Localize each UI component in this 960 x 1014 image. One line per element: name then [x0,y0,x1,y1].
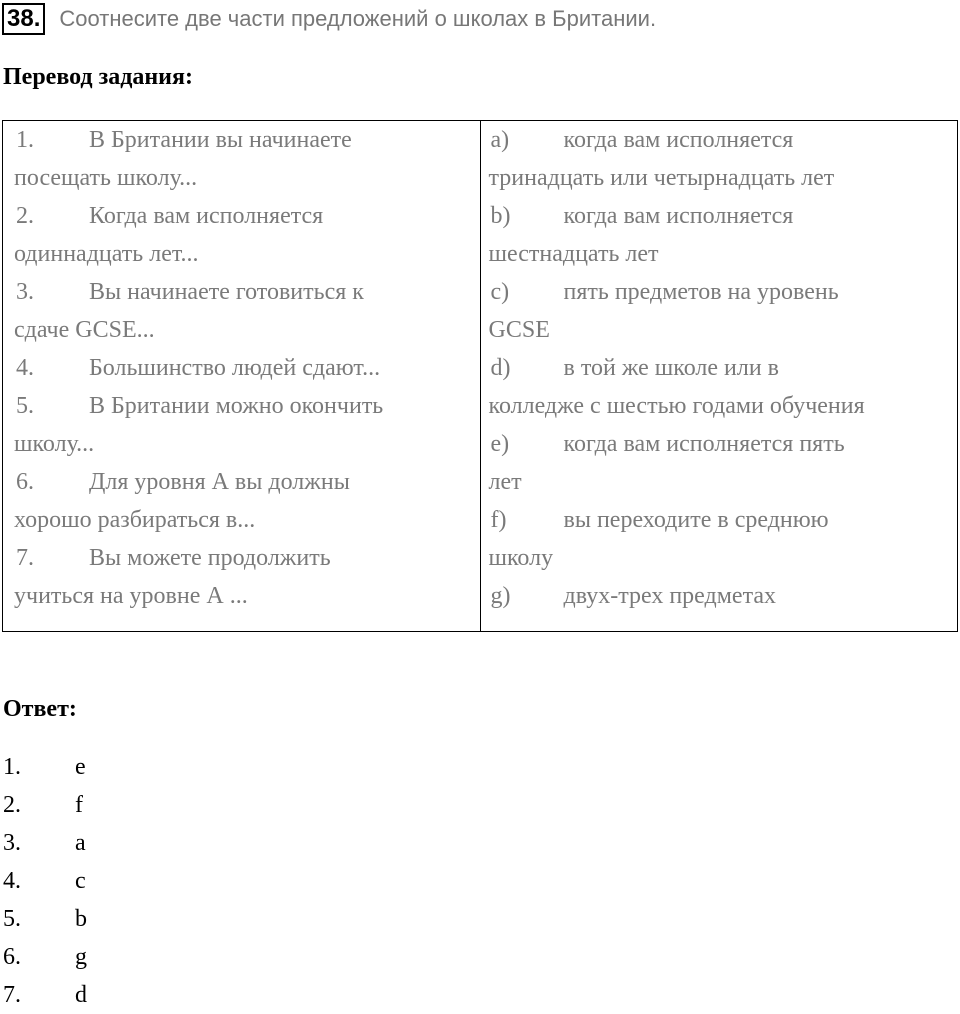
item-text: когда вам исполняется [563,127,794,153]
item-text-continued: лет [488,469,522,495]
item-text: когда вам исполняется [563,203,794,229]
task-header [2,2,656,36]
item-text-continued: сдаче GCSE... [14,317,155,343]
item-letter: a) [490,127,510,153]
item-number: 4. [16,355,34,381]
right-column [481,121,958,631]
item-text-continued: хорошо разбираться в... [14,507,256,533]
item-number: 3. [16,279,34,305]
item-text: Вы можете продолжить [89,545,331,571]
left-item [14,197,480,273]
item-text: в той же школе или в [563,355,779,381]
answer-number: 4. [3,868,21,894]
right-item [489,501,958,577]
item-letter: d) [490,355,511,381]
answer-letter: c [75,868,86,894]
item-number: 7. [16,545,34,571]
item-letter: e) [490,431,510,457]
left-item [14,349,480,387]
item-text: вы переходите в среднюю [563,507,829,533]
item-text: Вы начинаете готовиться к [89,279,364,305]
answer-row [3,938,87,976]
item-text: Для уровня А вы должны [89,469,350,495]
answer-letter: f [75,792,83,818]
answer-row [3,786,87,824]
answer-number: 5. [3,906,21,932]
item-text: двух-трех предметах [563,583,776,609]
item-text: пять предметов на уровень [563,279,839,305]
left-item [14,463,480,539]
item-number: 6. [16,469,34,495]
matching-table [2,120,958,632]
item-letter: g) [490,583,511,609]
item-letter: c) [490,279,510,305]
item-text-continued: шестнадцать лет [488,241,659,267]
left-item [14,539,480,615]
answer-letter: b [75,906,87,932]
answer-row [3,748,87,786]
item-text-continued: GCSE [488,317,550,343]
task-number: 38. [2,3,45,35]
item-text: Большинство людей сдают... [89,355,381,381]
item-letter: f) [490,507,507,533]
item-text: В Британии можно окончить [89,393,384,419]
answer-list [3,748,87,1014]
left-item [14,121,480,197]
answer-letter: e [75,754,86,780]
right-item [489,577,958,615]
item-number: 2. [16,203,34,229]
item-text-continued: школу [488,545,554,571]
item-text: когда вам исполняется пять [563,431,845,457]
item-text-continued: колледже с шестью годами обучения [488,393,865,419]
answer-number: 2. [3,792,21,818]
answer-letter: g [75,944,87,970]
item-text-continued: одиннадцать лет... [14,241,199,267]
right-item [489,197,958,273]
answer-heading: Ответ: [3,696,77,722]
answer-row [3,862,87,900]
translation-heading: Перевод задания: [3,64,193,90]
item-text: Когда вам исполняется [89,203,324,229]
answer-number: 1. [3,754,21,780]
answer-row [3,976,87,1014]
item-text-continued: учиться на уровне А ... [14,583,248,609]
task-instruction: Соотнесите две части предложений о школах в Британии. [59,6,657,31]
right-item [489,425,958,501]
answer-letter: a [75,830,86,856]
answer-letter: d [75,982,87,1008]
item-text-continued: тринадцать или четырнадцать лет [488,165,835,191]
answer-number: 6. [3,944,21,970]
item-letter: b) [490,203,511,229]
right-item [489,121,958,197]
answer-row [3,824,87,862]
answer-number: 3. [3,830,21,856]
right-item [489,273,958,349]
item-text-continued: посещать школу... [14,165,198,191]
left-item [14,273,480,349]
left-column [3,121,481,631]
item-number: 5. [16,393,34,419]
item-text-continued: школу... [14,431,95,457]
answer-row [3,900,87,938]
left-item [14,387,480,463]
item-number: 1. [16,127,34,153]
answer-number: 7. [3,982,21,1008]
item-text: В Британии вы начинаете [89,127,352,153]
right-item [489,349,958,425]
